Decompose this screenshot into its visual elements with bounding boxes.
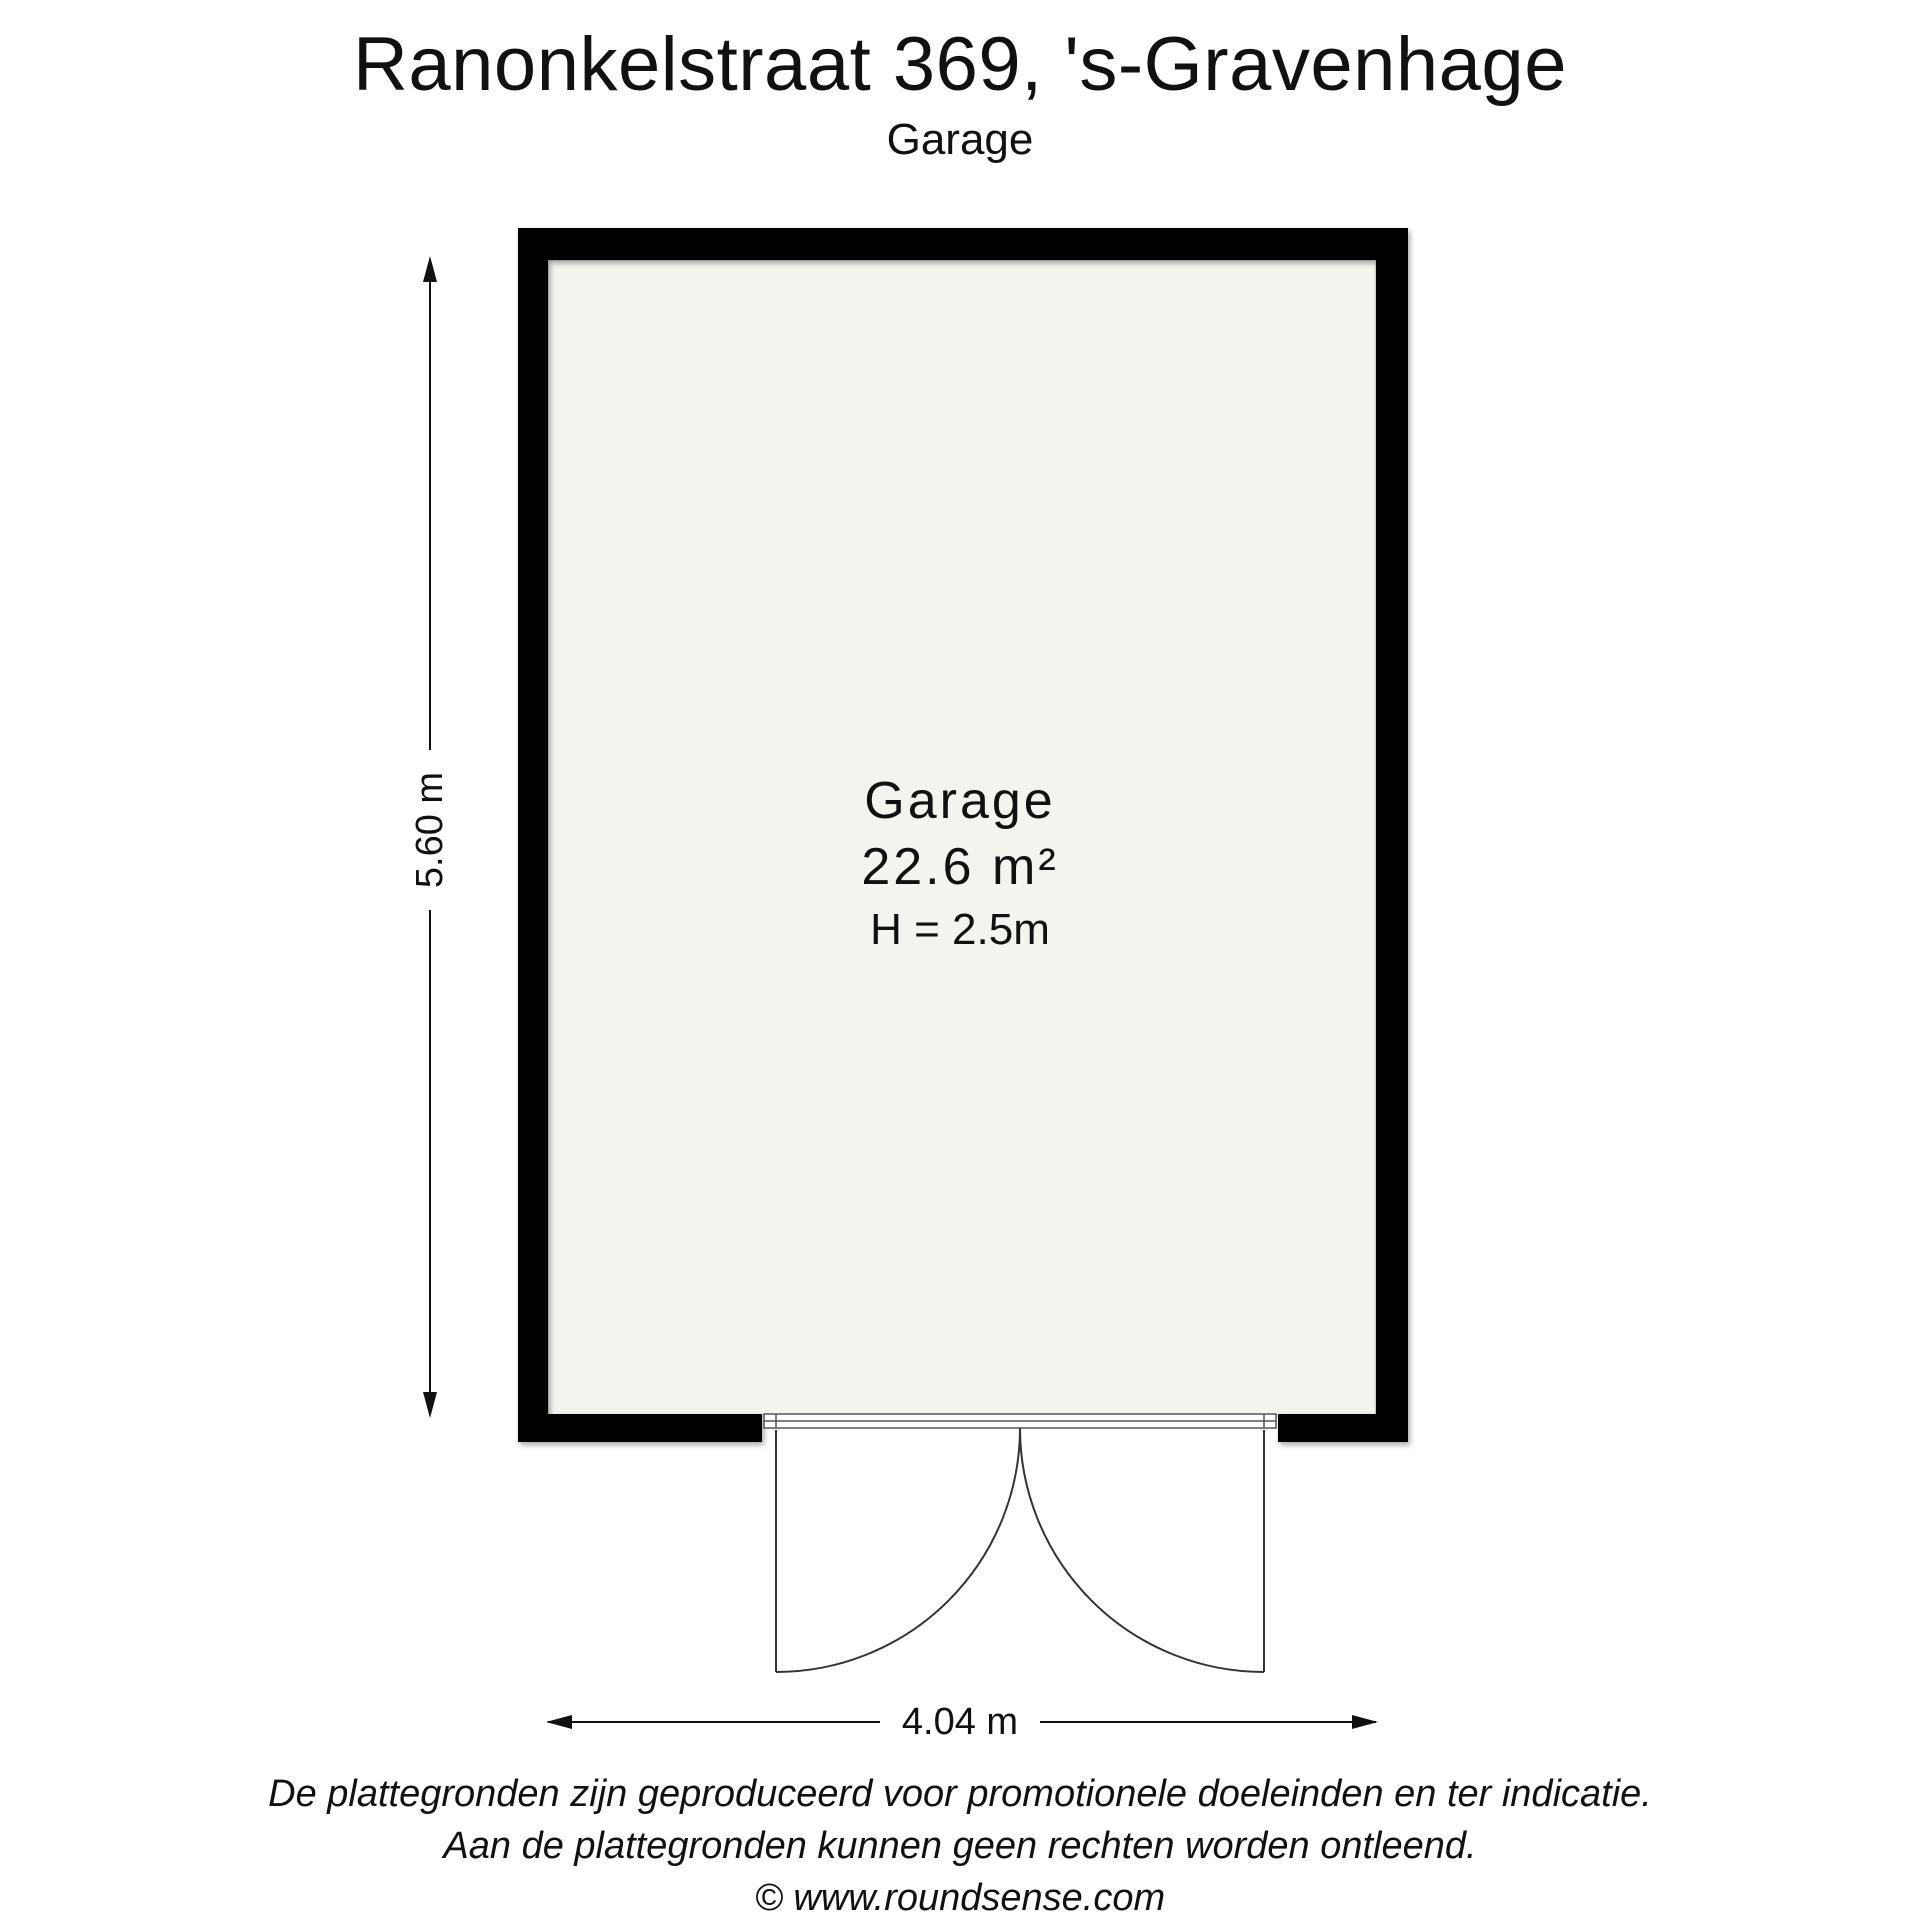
door-swing-left (776, 1428, 1020, 1672)
door-swing-right (1020, 1428, 1264, 1672)
arrow-right-icon (1352, 1715, 1378, 1729)
arrow-up-icon (423, 256, 437, 282)
wall-bottom-right (1278, 1414, 1408, 1442)
arrow-left-icon (546, 1715, 572, 1729)
disclaimer-line-1: De plattegronden zijn geproduceerd voor promotionele doeleinden en ter indicatie. (268, 1773, 1652, 1815)
page-title: Ranonkelstraat 369, 's-Gravenhage (353, 22, 1567, 107)
wall-bottom-left (518, 1414, 762, 1442)
room-name: Garage (864, 772, 1056, 830)
door-threshold (764, 1414, 1276, 1428)
disclaimer-line-2: Aan de plattegronden kunnen geen rechten worden ontleend. (443, 1825, 1477, 1867)
double-door (776, 1428, 1264, 1672)
wall-top (518, 228, 1408, 260)
wall-right (1376, 228, 1408, 1442)
dimension-length-label: 5.60 m (408, 750, 452, 910)
wall-left (518, 228, 548, 1442)
arrow-down-icon (423, 1392, 437, 1418)
page-subtitle: Garage (886, 115, 1034, 164)
room-height: H = 2.5m (870, 905, 1050, 954)
copyright-line: © www.roundsense.com (754, 1877, 1166, 1919)
room-area: 22.6 m² (861, 838, 1059, 896)
dimension-width-label: 4.04 m (880, 1700, 1040, 1744)
